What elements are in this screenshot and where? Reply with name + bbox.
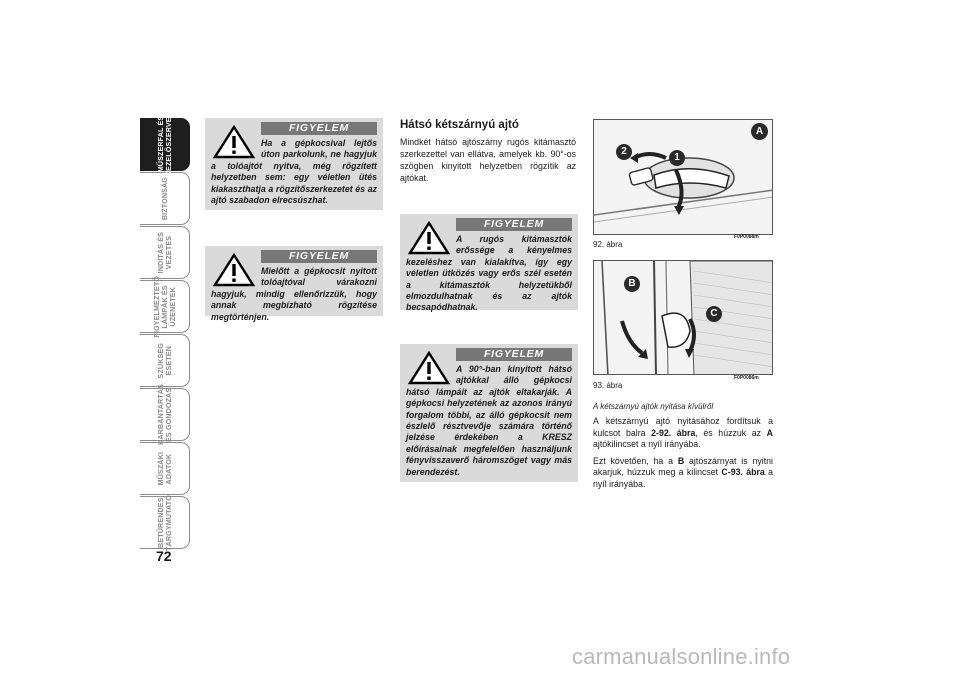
- door-handle-illustration: [594, 120, 773, 235]
- figure-code: F0P0086m: [734, 375, 759, 381]
- tab-muszerfal[interactable]: [140, 112, 190, 177]
- figure-label-A: A: [751, 123, 768, 140]
- figure-caption: 92. ábra: [593, 240, 623, 249]
- tab-label: SZÜKSÉG ESETÉN: [155, 342, 173, 379]
- figure-caption: 93. ábra: [593, 381, 623, 390]
- warning-header: FIGYELEM: [456, 348, 572, 361]
- watermark: carmanualsonline.info: [572, 644, 791, 669]
- warning-header: FIGYELEM: [261, 122, 377, 135]
- warning-box-door-stays: [400, 214, 578, 313]
- intro-paragraph: Mindkét hátsó ajtószárny rugós kitámasztó szerkezettel van ellátva, amelyek kb. 90°-os szögben kinyitott helyzetben rögzítik az ajtókat.: [400, 137, 576, 183]
- warning-triangle-icon: [408, 221, 450, 255]
- tab-label: FIGYELMEZTETŐ LÁMPÁK ÉS ÜZENETEK: [151, 275, 177, 338]
- tab-karbantartas[interactable]: [140, 384, 190, 445]
- warning-text: A rugós kitámasztók erőssége a kényelmes kezeléshez van kialakítva, így egy véletlen ütközés vagy erős szél esetén a kitámasztók helyzetükből elmozdulhatnak és az ajtók becsapódhatnak.: [406, 234, 572, 313]
- tab-inditas[interactable]: [140, 226, 190, 279]
- page-number: 72: [156, 548, 172, 564]
- section-title: Hátsó kétszárnyú ajtó: [400, 119, 519, 131]
- figure-label-1: 1: [669, 150, 685, 166]
- warning-header: FIGYELEM: [261, 250, 377, 263]
- warning-triangle-icon: [213, 253, 255, 287]
- tab-label: BIZTONSÁG: [159, 176, 169, 221]
- figure-label-2: 2: [616, 144, 632, 160]
- tab-label: MŰSZAKI ADATOK: [155, 451, 173, 486]
- chapter-tabs: [140, 112, 190, 551]
- warning-box-parking: [205, 118, 383, 210]
- body-paragraph: Ezt követően, ha a B ajtószárnyat is nyitni akarjuk, húzzuk meg a kilincset C-93. ábra a nyíl irányába.: [593, 455, 773, 489]
- tab-figyelmezteto[interactable]: [140, 275, 190, 338]
- tab-label: INDÍTÁS ÉS VEZETÉS: [155, 231, 173, 274]
- tab-label: MŰSZERFAL ÉS KEZELŐSZERVEK: [155, 112, 173, 177]
- body-paragraph: A kétszárnyú ajtó nyitásához fordítsuk a kulcsot balra 2-92. ábra, és húzzuk az A ajtókilincset a nyíl irányába.: [593, 416, 774, 450]
- warning-triangle-icon: [408, 351, 450, 385]
- door-latch-illustration: [594, 261, 773, 375]
- figure-label-C: C: [706, 306, 722, 322]
- body-text: [593, 416, 773, 496]
- warning-text: Ha a gépkocsival lejtős úton parkolunk, ne hagyjuk a tolóajtót nyitva, még rögzített helyzetben sem: egy véletlen ütés kiakaszthatja a rögzítőszerkezetet és az ajtó szabadon elrecsúszhat.: [211, 138, 377, 206]
- figure-93-door-latch: [593, 260, 773, 375]
- warning-header: FIGYELEM: [456, 218, 572, 231]
- warning-text: A 90°-ban kinyitott hátsó ajtókkal álló gépkocsi hátsó lámpáit az ajtók eltakarják. A gépkocsi helyzetének az azonos irányú forgalom többi, az álló gépkocsit nem észlelő résztvevője számára történő jelzése érdekében a KRESZ előírásainak megfelelően használjunk fényvisszaverő háromszöget vagy más berendezést.: [406, 364, 572, 477]
- tab-label: BETŰRENDES TÁRGYMUTATÓ: [155, 494, 173, 551]
- warning-triangle-icon: [213, 125, 255, 159]
- figure-code: F0P0088m: [734, 234, 759, 240]
- tab-biztonsag[interactable]: [140, 172, 190, 225]
- tab-betu[interactable]: [140, 496, 190, 549]
- figure-label-B: B: [624, 276, 640, 292]
- tab-muszaki[interactable]: [140, 442, 190, 495]
- figure-subtitle: A kétszárnyú ajtók nyitása kívülről: [593, 402, 714, 411]
- warning-text: Mielőtt a gépkocsit nyitott tolóajtóval várakozni hagyjuk, mindig ellenőrizzük, hogy annak megbízható rögzítése megtörténjen.: [211, 266, 377, 322]
- warning-box-sliding-door: [205, 246, 383, 322]
- tab-label: KARBANTARTÁS ÉS GONDOZÁS: [155, 384, 173, 445]
- warning-box-rear-lights: [400, 344, 578, 482]
- figure-92-door-handle: [593, 119, 773, 235]
- tab-szukseg[interactable]: [140, 334, 190, 387]
